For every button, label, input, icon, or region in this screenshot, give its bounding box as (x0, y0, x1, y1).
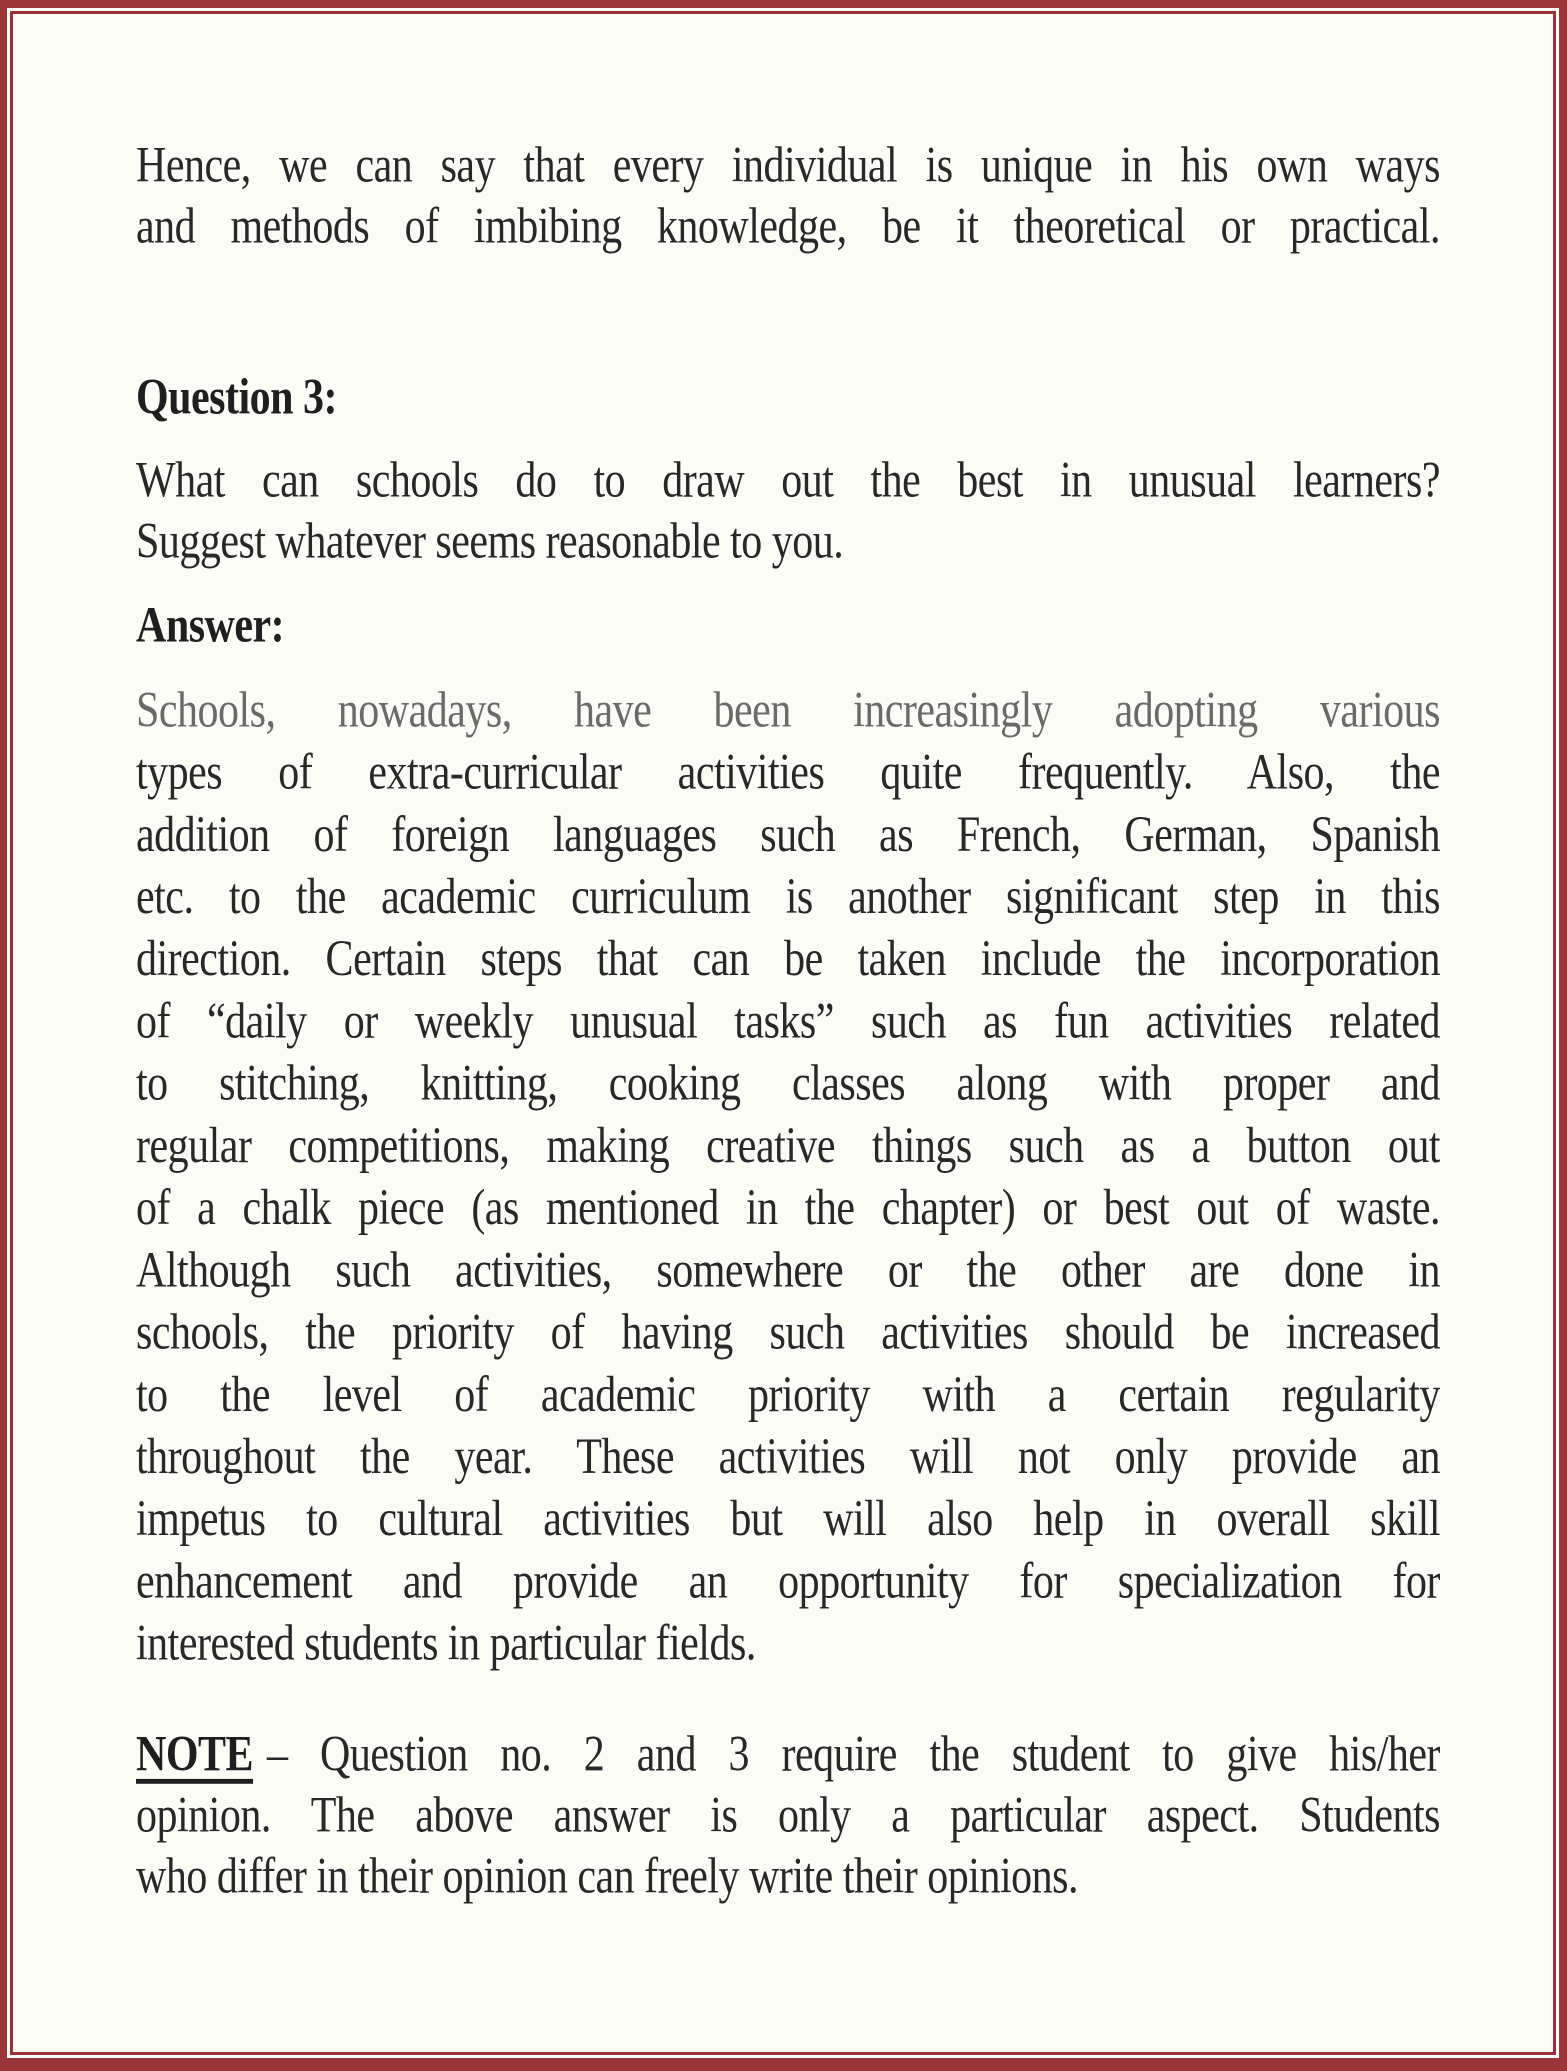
answer-line-11: schools, the priority of having such activities should be increased (136, 1304, 1440, 1361)
intro-paragraph (136, 135, 1440, 257)
answer-line-10: Although such activities, somewhere or the other are done in (136, 1242, 1440, 1299)
answer-line-1: Schools, nowadays, have been increasingly adopting various (136, 682, 1440, 739)
note-line-2: opinion. The above answer is only a particular aspect. Students (136, 1787, 1440, 1844)
question-line-1: What can schools do to draw out the best in unusual learners? (136, 452, 1440, 509)
answer-heading: Answer: (136, 597, 285, 654)
answer-line-16: interested students in particular fields. (136, 1615, 756, 1672)
answer-line-5: direction. Certain steps that can be taken include the incorporation (136, 931, 1440, 988)
note-line-1 (136, 1724, 1440, 1785)
answer-line-7: to stitching, knitting, cooking classes along with proper and (136, 1055, 1440, 1112)
answer-paragraph (136, 680, 1440, 1676)
question-line-2: Suggest whatever seems reasonable to you. (136, 513, 844, 570)
note-label: NOTE (136, 1726, 254, 1783)
answer-line-12: to the level of academic priority with a certain regularity (136, 1366, 1440, 1423)
document-content (136, 0, 1440, 2071)
note-line-1-text: – Question no. 2 and 3 require the student to give his/her (267, 1726, 1440, 1783)
question-paragraph (136, 450, 1440, 572)
note-line-3: who differ in their opinion can freely write their opinions. (136, 1848, 1078, 1905)
answer-line-3: addition of foreign languages such as French, German, Spanish (136, 806, 1440, 863)
intro-line-1: Hence, we can say that every individual is unique in his own ways (136, 137, 1440, 194)
answer-line-8: regular competitions, making creative things such as a button out (136, 1117, 1440, 1175)
answer-line-2: types of extra-curricular activities quite frequently. Also, the (136, 744, 1440, 801)
answer-line-6: of “daily or weekly unusual tasks” such as fun activities related (136, 993, 1440, 1050)
note-paragraph (136, 1724, 1440, 1907)
intro-line-2: and methods of imbibing knowledge, be it theoretical or practical. (136, 198, 1440, 255)
answer-line-4: etc. to the academic curriculum is another significant step in this (136, 869, 1440, 926)
answer-line-14: impetus to cultural activities but will also help in overall skill (136, 1491, 1440, 1548)
answer-line-15: enhancement and provide an opportunity for specialization for (136, 1553, 1440, 1610)
answer-line-13: throughout the year. These activities will not only provide an (136, 1429, 1440, 1486)
question-heading: Question 3: (136, 369, 338, 426)
answer-line-9: of a chalk piece (as mentioned in the chapter) or best out of waste. (136, 1180, 1440, 1237)
